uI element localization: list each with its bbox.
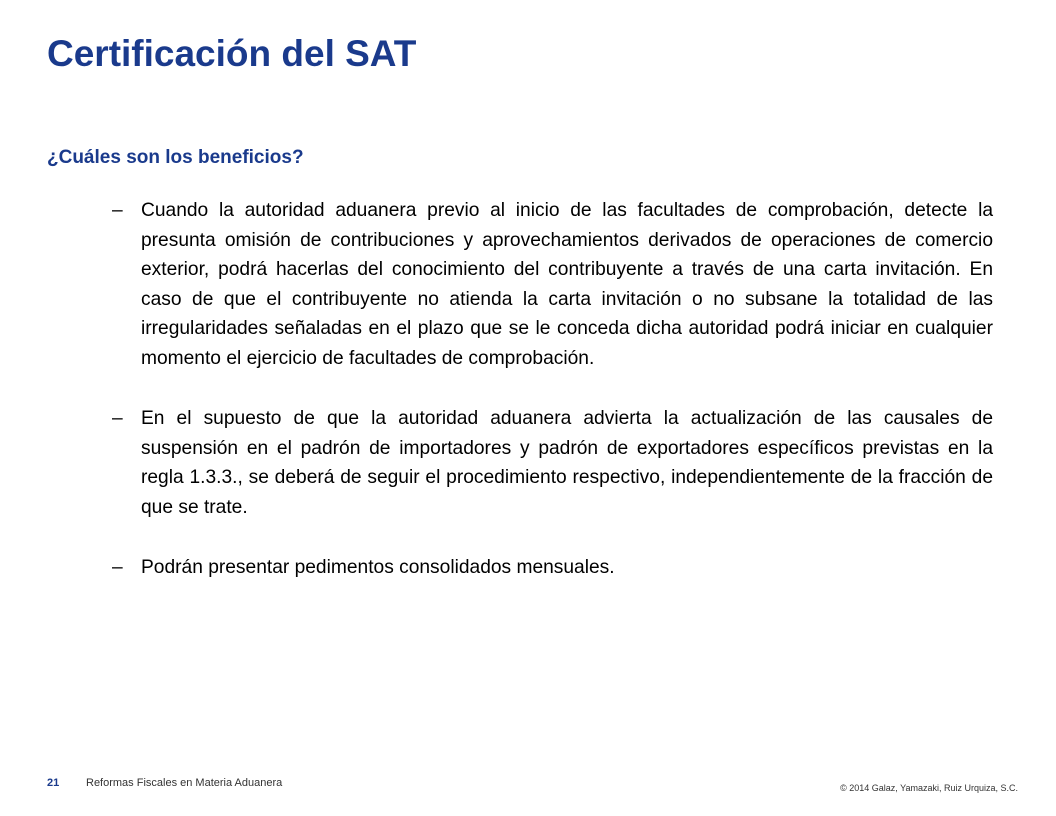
bullet-text: En el supuesto de que la autoridad aduanera advierta la actualización de las causales de suspensión en el padrón de importadores y padrón de exportadores específicos previstas en la regla 1.3.3., se deberá de seguir el procedimiento respectivo, independientemente de la fracción de que se trate. [141,408,993,518]
bullet-item [112,553,993,583]
section-subtitle: ¿Cuáles son los beneficios? [47,147,304,168]
bullet-dash: – [112,200,123,221]
page-number: 21 [47,777,60,789]
bullet-dash: – [112,408,123,429]
bullet-item [112,404,993,522]
footer-document-name: Reformas Fiscales en Materia Aduanera [86,777,283,789]
bullet-text: Podrán presentar pedimentos consolidados mensuales. [141,557,615,578]
bullet-item [112,196,993,373]
bullet-list [112,196,993,614]
footer-copyright: © 2014 Galaz, Yamazaki, Ruiz Urquiza, S.C. [840,783,1018,793]
bullet-text: Cuando la autoridad aduanera previo al inicio de las facultades de comprobación, detecte la presunta omisión de contribuciones y aprovechamientos derivados de operaciones de comercio exterior, podrá hacerlas del conocimiento del contribuyente a través de una carta invitación. En caso de que el contribuyente no atienda la carta invitación o no subsane la totalidad de las irregularidades señaladas en el plazo que se le conceda dicha autoridad podrá iniciar en cualquier momento el ejercicio de facultades de comprobación. [141,200,993,369]
bullet-dash: – [112,557,123,578]
page-title: Certificación del SAT [47,33,417,74]
